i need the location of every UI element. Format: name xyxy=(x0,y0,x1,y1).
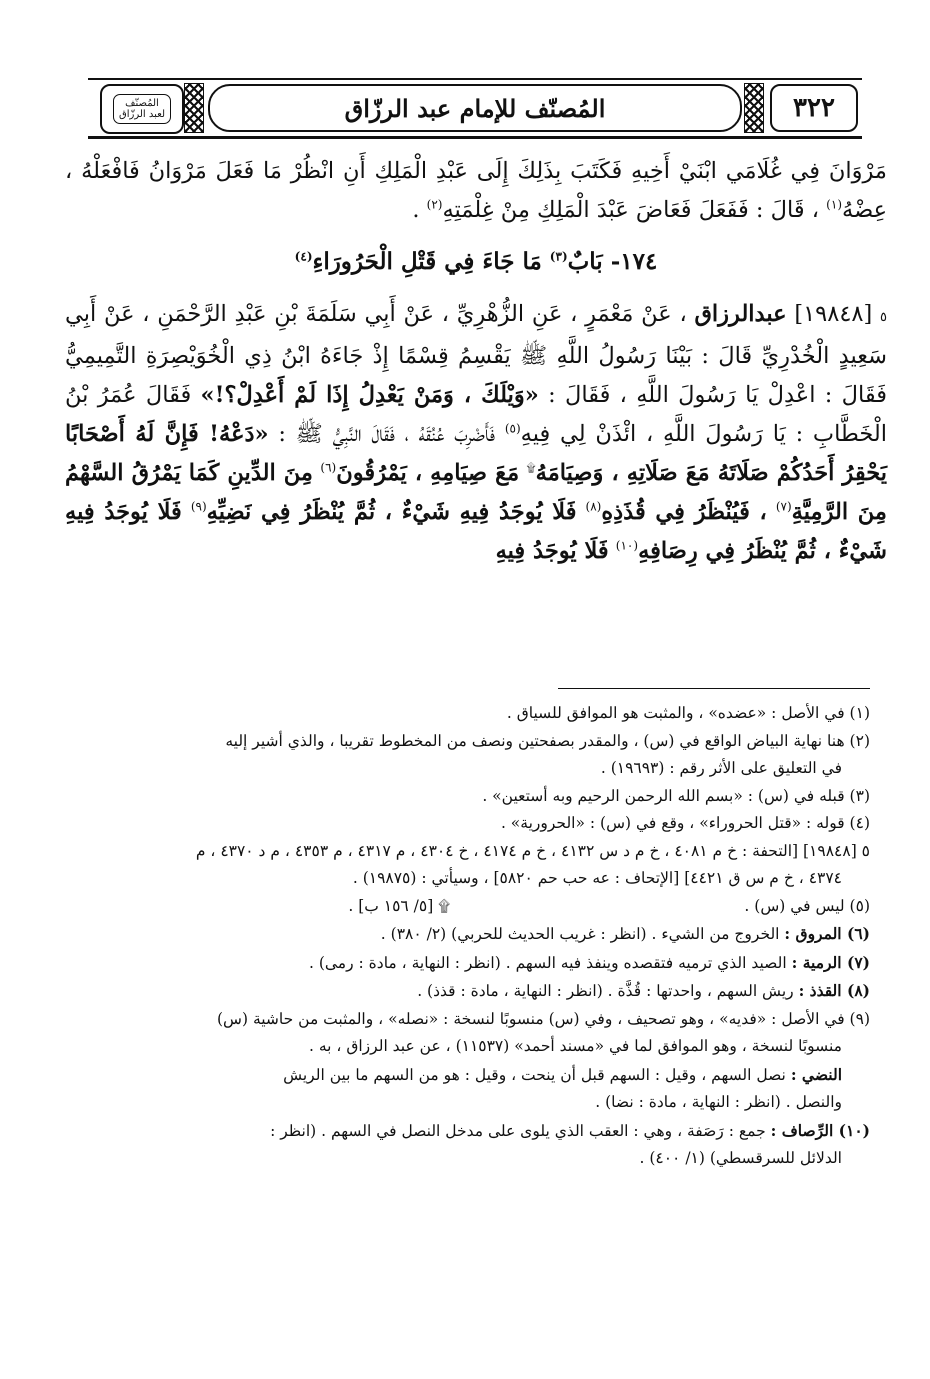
footnote-10-line-1: جمع : رَصَفة ، وهي : العقب الذي يلوى على مدخل النصل في السهم . (انظر : xyxy=(270,1121,766,1140)
chapter-title: مَا جَاءَ فِي قَتْلِ الْحَرُورَاءِ xyxy=(312,248,542,275)
book-seal xyxy=(100,84,184,134)
seal-line-2: لعبد الرزّاق xyxy=(118,109,166,120)
hadith-text-1: ، عَنْ مَعْمَرٍ ، عَنِ الزُّهْرِيِّ ، عَنْ أَبِي سَلَمَةَ بْنِ عَبْدِ الرَّحْمَنِ ، عَنْ أَبِي سَعِيدٍ الْخُدْرِيِّ قَالَ : بَيْنَا رَسُولُ اللَّهِ ﷺ يَقْسِمُ قِسْمًا إِذْ جَاءَهُ ابْنُ ذِي الْخُوَيْصِرَةِ التَّمِيمِيُّ فَقَالَ : اعْدِلْ يَا رَسُولَ اللَّهِ ، فَقَالَ : xyxy=(65,301,887,408)
hadith-text-2: فَقَالَ عُمَرُ بْنُ الْخَطَّابِ : يَا رَسُولَ اللَّهِ ، ائْذَنْ لِي فِيهِ xyxy=(65,382,888,447)
footnote-8-text: ريش السهم ، واحدتها : قُذَّة . (انظر : النهاية ، مادة : قذذ) . xyxy=(417,982,794,1000)
header-bottom-rule xyxy=(88,136,862,139)
hadith-number: [١٩٨٤٨] xyxy=(794,301,873,327)
footnote-ref-6[interactable]: (٦) xyxy=(320,460,337,475)
footnote-10-line-2: الدلائل للسرقسطي) (١/ ٤٠٠) . xyxy=(639,1149,842,1167)
hadith-refs-line-1: ٥ [١٩٨٤٨] [التحفة : خ م ٤٠٨١ ، خ م د س ٤١٣٢ ، خ م ٤١٧٤ ، خ ٤٣٠٤ ، م ٤٣١٧ ، م ٤٣٥٣ ، م د ٤٣٧٠ ، م xyxy=(195,841,870,860)
footnote-4: (٤) قوله : «قتل الحروراء» ، وقع في (س) : «الحرورية» . xyxy=(500,814,870,832)
running-title: المُصنّف للإمام عبد الرزّاق xyxy=(208,84,742,132)
footnote-9-line-2: منسوبًا لنسخة ، وهو الموافق لما في «مسند أحمد» (١١٥٣٧) ، عن عبد الرزاق ، به . xyxy=(309,1037,842,1055)
footnote-6 xyxy=(58,920,878,949)
footnote-3: (٣) قبله في (س) : «بسم الله الرحمن الرحيم وبه أستعين» . xyxy=(482,786,870,805)
chapter-number: ١٧٤- بَابٌ xyxy=(567,248,658,275)
footnote-ref-1[interactable]: (١) xyxy=(826,197,842,212)
footnote-8-term: (٨) القذذ : xyxy=(798,981,870,1000)
hadith-quote-3: مَعَ صِيَامِهِ ، يَمْرُقُونَ xyxy=(336,460,520,486)
footnote-1: (١) في الأصل : «عضده» ، والمثبت هو الموافق للسياق . xyxy=(506,704,870,722)
footnote-7-term: (٧) الرمية : xyxy=(791,952,870,972)
seal-line-1: المُصنّف xyxy=(125,98,159,109)
hadith-paragraph xyxy=(65,295,887,571)
footnote-9 xyxy=(58,1006,878,1117)
footnote-6-text: الخروج من الشيء . (انظر : غريب الحديث للحربي) (٢/ ٣٨٠) . xyxy=(380,925,780,943)
p1-end: . xyxy=(412,197,420,223)
p1-text-2: ، قَالَ : فَفَعَلَ فَعَاضَ عَبْدَ الْمَلِكِ مِنْ غِلْمَتِهِ xyxy=(442,197,820,223)
page-header xyxy=(88,78,862,140)
footnote-2 xyxy=(58,728,878,783)
footnote-8 xyxy=(58,977,878,1006)
footnote-10 xyxy=(58,1117,878,1173)
page-mark-icon: ۩ xyxy=(526,460,536,475)
footnote-9-line-1: (٩) في الأصل : «فديه» ، وهو تصحيف ، وفي (س) منسوبًا لنسخة : «نصله» ، والمثبت من حاشية (س) xyxy=(217,1009,870,1028)
footnote-ref-8[interactable]: (٨) xyxy=(585,499,602,514)
main-text xyxy=(65,152,887,571)
footnotes xyxy=(58,700,878,1173)
footnote-5-row xyxy=(58,893,878,921)
footnote-page-mark: ۩ [٥/ ١٥٦ ب] . xyxy=(348,896,450,915)
footnote-6-term: (٦) المروق : xyxy=(784,924,870,943)
hadith-quote-8: فَلَا يُوجَدُ فِيهِ xyxy=(495,538,609,564)
header-top-rule xyxy=(88,78,862,80)
footnote-9-definition xyxy=(58,1061,870,1090)
footnote-7-text: الصيد الذي ترميه فتقصده وينفذ فيه السهم . (انظر : النهاية ، مادة : رمى) . xyxy=(308,953,787,972)
paragraph-continuation xyxy=(65,152,887,230)
hadith-text-3: فَأَضْرِبَ عُنُقَهُ ، فَقَالَ النَّبِيُّ ﷺ : xyxy=(278,421,496,447)
ornament-left xyxy=(184,83,204,133)
hadith-quote-6: فَلَا يُوجَدُ فِيهِ شَيْءٌ ، ثُمَّ يُنْظَرُ فِي نَضِيِّهِ xyxy=(206,499,577,525)
ornament-right xyxy=(744,83,764,133)
footnote-7 xyxy=(58,949,878,978)
book-seal-inner xyxy=(113,94,171,124)
hadith-narrator: عبدالرزاق xyxy=(694,301,787,327)
p1-text: مَرْوَانَ فِي غُلَامَي ابْنَيْ أَخِيهِ فَكَتَبَ بِذَلِكَ إِلَى عَبْدِ الْمَلِكِ أَنِ انْظُرْ مَا فَعَلَ مَرْوَانُ فَافْعَلْهُ ، عِضْهُ xyxy=(65,158,887,223)
footnote-2-line-2: في التعليق على الأثر رقم : (١٩٦٩٣) . xyxy=(600,759,842,777)
footnote-hadith-refs xyxy=(58,838,878,893)
footnote-ref-3[interactable]: (٣) xyxy=(549,249,568,264)
footnote-9-line-4: والنصل . (انظر : النهاية ، مادة : نضا) . xyxy=(595,1093,842,1111)
footnote-9-line-3: نصل السهم ، وقيل : السهم قبل أن ينحت ، وقيل : هو من السهم ما بين الريش xyxy=(283,1065,786,1084)
hadith-refs-line-2: ٤٣٧٤ ، خ م س ق ٤٤٢١] [الإتحاف : عه حب حم ٥٨٢٠] ، وسيأتي : (١٩٨٧٥) . xyxy=(352,869,842,887)
footnote-divider xyxy=(558,688,870,689)
footnote-ref-4[interactable]: (٤) xyxy=(294,249,313,264)
hadith-quote-2: «دَعْهُ! فَإِنَّ لَهُ أَصْحَابًا يَحْقِرُ أَحَدُكُمْ صَلَاتَهُ مَعَ صَلَاتِهِ ، وَصِيَامَهُ xyxy=(65,421,888,486)
footnote-ref-7[interactable]: (٧) xyxy=(775,499,792,514)
chapter-heading xyxy=(65,242,887,281)
footnote-10-term: (١٠) الرِّصاف : xyxy=(770,1120,870,1140)
hadith-quote-5: ، فَيُنْظَرُ فِي قُذَذِهِ xyxy=(601,499,767,525)
hadith-quote-1: «وَيْلَكَ ، وَمَنْ يَعْدِلُ إِذَا لَمْ أَعْدِلْ؟!» xyxy=(200,382,539,408)
footnote-9-term: النضي : xyxy=(790,1064,842,1084)
footnote-ref-9[interactable]: (٩) xyxy=(190,499,207,514)
footnote-5: (٥) ليس في (س) . xyxy=(744,896,870,915)
hadith-quote-7: فَلَا يُوجَدُ فِيهِ شَيْءٌ ، ثُمَّ يُنْظَرُ فِي رِصَافِهِ xyxy=(65,499,887,564)
footnote-ref-5[interactable]: (٥) xyxy=(504,421,521,436)
footnote-ref-10[interactable]: (١٠) xyxy=(615,538,639,553)
hadith-quote-4: مِنَ الدِّينِ كَمَا يَمْرُقُ السَّهْمُ مِنَ الرَّمِيَّةِ xyxy=(65,460,887,525)
page-number: ٣٢٢ xyxy=(770,84,858,132)
footnote-ref-2[interactable]: (٢) xyxy=(426,197,443,212)
hadith-marker-icon: ٥ xyxy=(880,310,888,325)
footnote-2-line-1: (٢) هنا نهاية البياض الواقع في (س) ، والمقدر بصفحتين ونصف من المخطوط تقريبا ، والذي أشير إليه xyxy=(225,731,870,750)
